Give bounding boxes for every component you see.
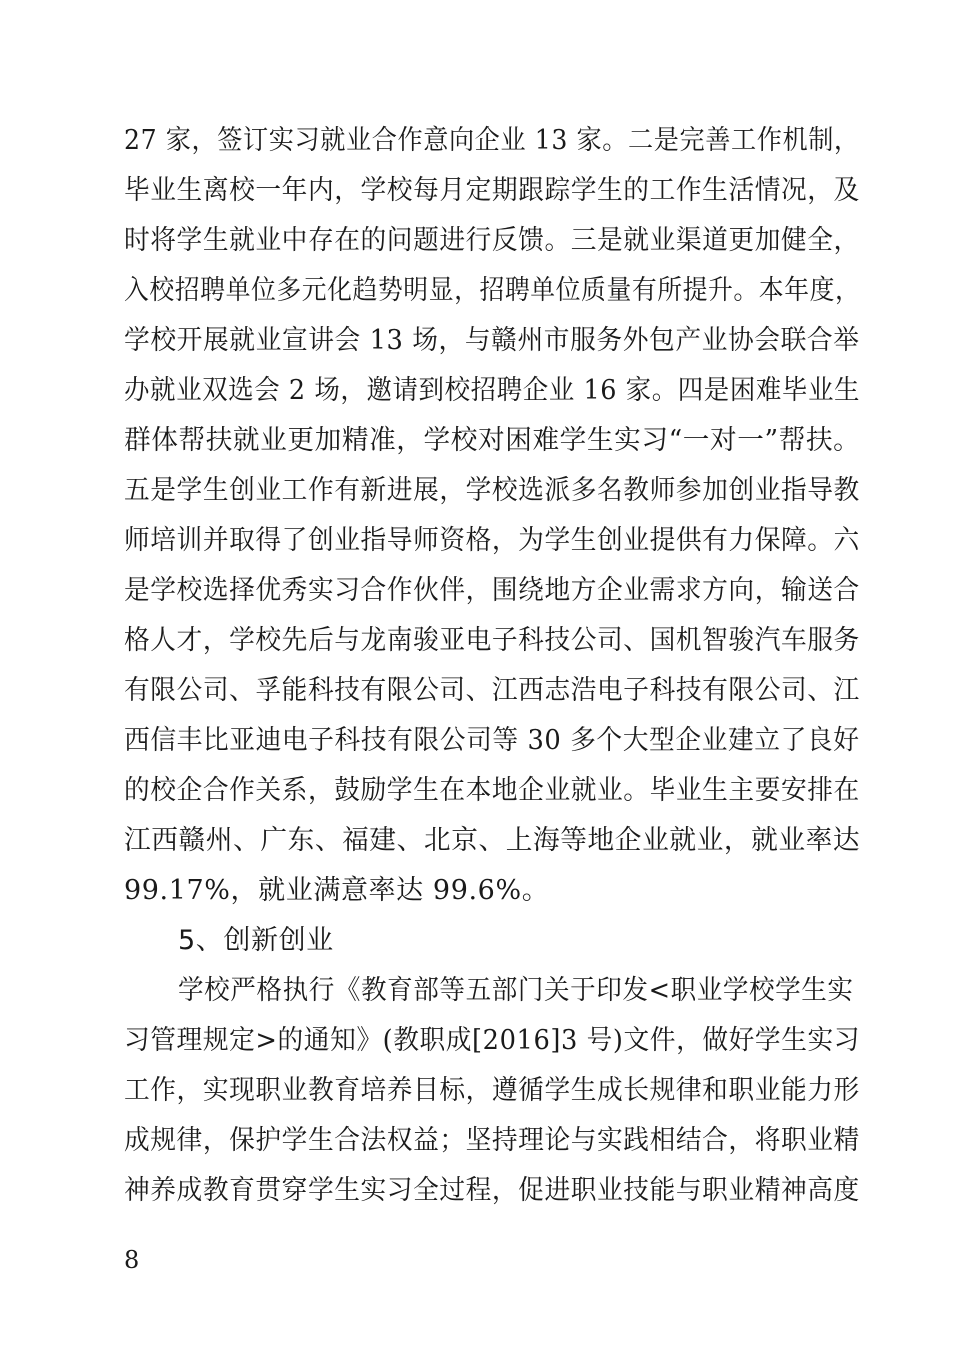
- paragraph-line: 成规律，保护学生合法权益；坚持理论与实践相结合，将职业精: [124, 1125, 860, 1156]
- paragraph-line: 27 家，签订实习就业合作意向企业 13 家。二是完善工作机制，: [124, 125, 860, 156]
- paragraph-line: 99.17%，就业满意率达 99.6%。: [124, 875, 550, 906]
- paragraph-line: 工作，实现职业教育培养目标，遵循学生成长规律和职业能力形: [124, 1075, 860, 1106]
- page-number: 8: [124, 1246, 140, 1274]
- paragraph-line: 的校企合作关系，鼓励学生在本地企业就业。毕业生主要安排在: [124, 775, 860, 806]
- paragraph-line: 江西赣州、广东、福建、北京、上海等地企业就业，就业率达: [124, 825, 861, 856]
- paragraph-line: 群体帮扶就业更加精准，学校对困难学生实习“一对一”帮扶。: [124, 425, 861, 456]
- paragraph-line: 学校严格执行《教育部等五部门关于印发<职业学校学生实: [178, 975, 854, 1006]
- paragraph-line: 习管理规定>的通知》(教职成[2016]3 号)文件，做好学生实习: [124, 1025, 861, 1056]
- paragraph-line: 学校开展就业宣讲会 13 场，与赣州市服务外包产业协会联合举: [124, 325, 860, 356]
- paragraph-line: 有限公司、孚能科技有限公司、江西志浩电子科技有限公司、江: [124, 675, 860, 706]
- paragraph-line: 时将学生就业中存在的问题进行反馈。三是就业渠道更加健全，: [124, 225, 860, 256]
- paragraph-line: 入校招聘单位多元化趋势明显，招聘单位质量有所提升。本年度，: [124, 275, 861, 306]
- paragraph-line: 五是学生创业工作有新进展，学校选派多名教师参加创业指导教: [124, 475, 860, 506]
- section-heading: 5、创新创业: [178, 925, 334, 956]
- paragraph-line: 神养成教育贯穿学生实习全过程，促进职业技能与职业精神高度: [124, 1175, 860, 1206]
- paragraph-line: 是学校选择优秀实习合作伙伴，围绕地方企业需求方向，输送合: [124, 575, 860, 606]
- paragraph-line: 毕业生离校一年内，学校每月定期跟踪学生的工作生活情况，及: [124, 175, 860, 206]
- paragraph-line: 师培训并取得了创业指导师资格，为学生创业提供有力保障。六: [124, 525, 860, 556]
- paragraph-line: 格人才，学校先后与龙南骏亚电子科技公司、国机智骏汽车服务: [124, 625, 860, 656]
- paragraph-line: 办就业双选会 2 场，邀请到校招聘企业 16 家。四是困难毕业生: [124, 375, 861, 406]
- paragraph-line: 西信丰比亚迪电子科技有限公司等 30 多个大型企业建立了良好: [124, 725, 860, 756]
